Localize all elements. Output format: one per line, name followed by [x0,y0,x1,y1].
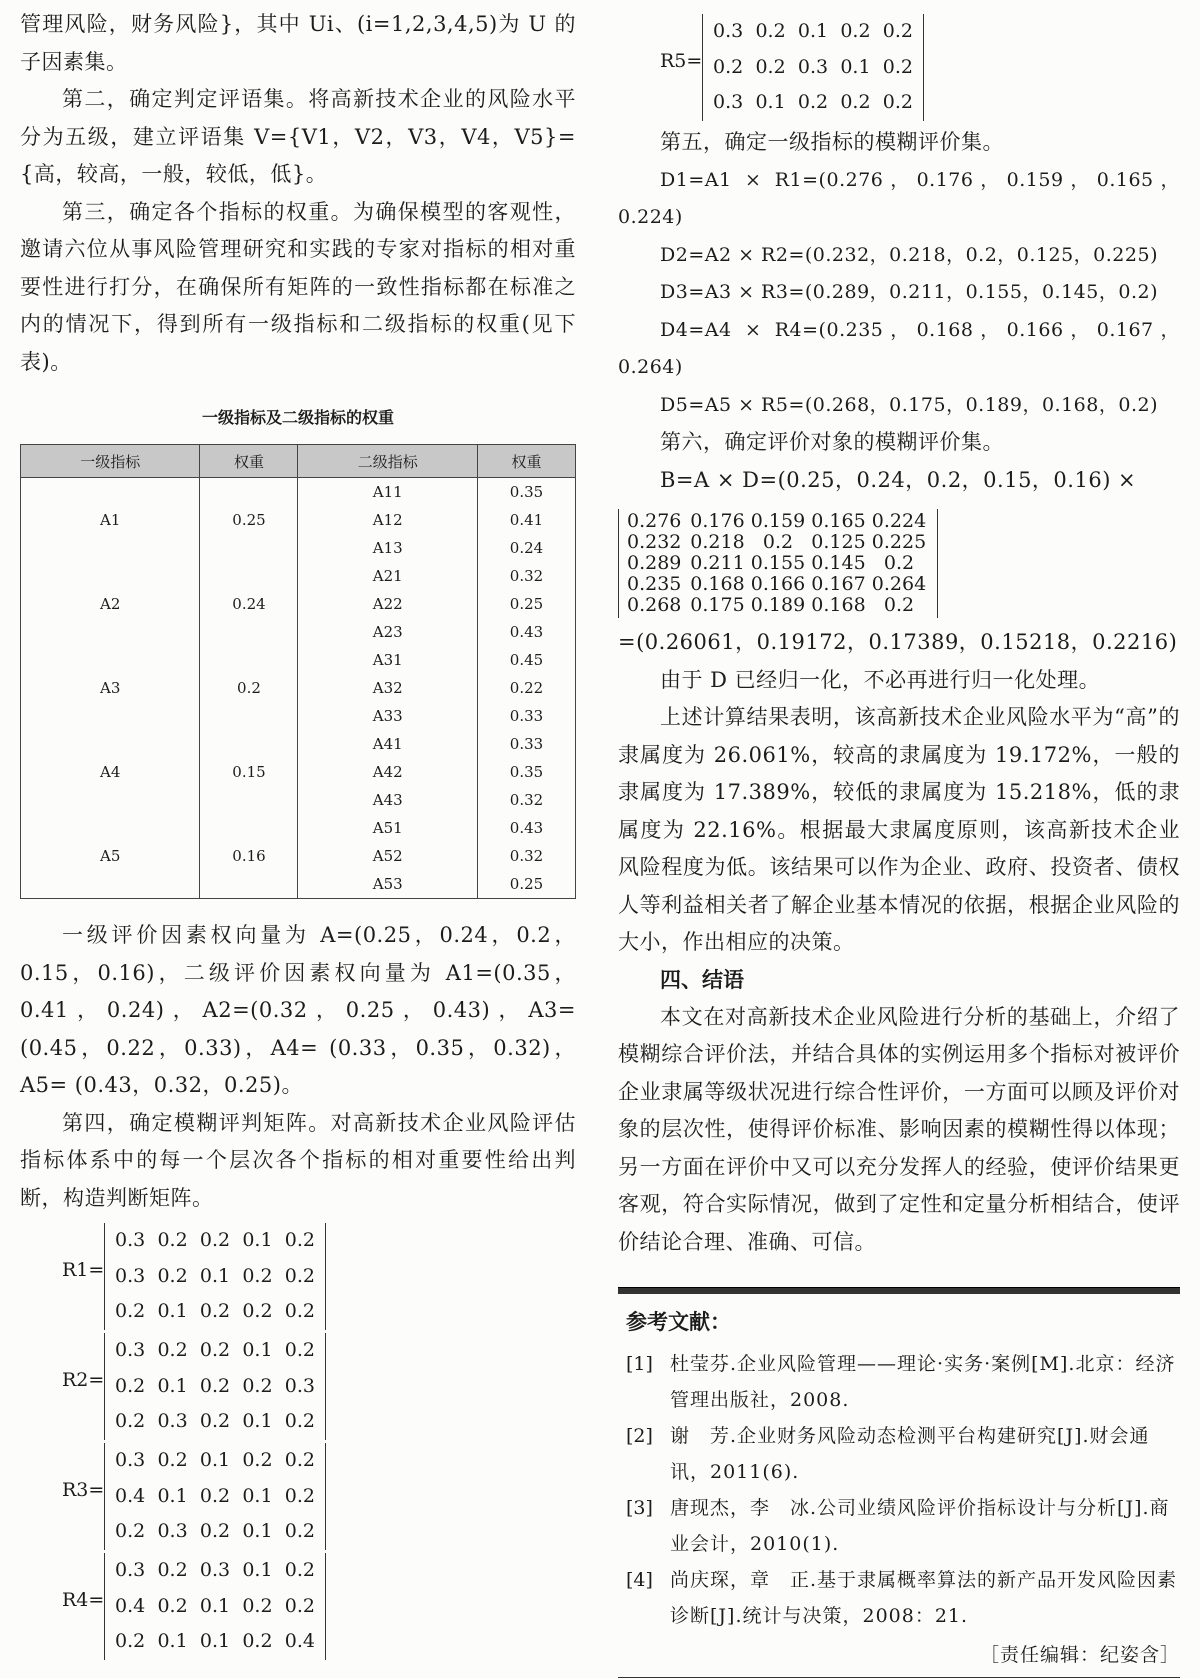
matrix-row [115,1223,315,1259]
level2-weight-cell: 0.32 [477,562,575,590]
big-matrix-row [627,574,929,595]
level2-weight-cell: 0.32 [477,842,575,870]
weights-table [20,444,576,899]
big-matrix-row [627,595,929,616]
b-formula-line: B=A × D=(0.25，0.24，0.2，0.15，0.16) × [660,467,1137,492]
header-weight1: 权重 [200,445,298,478]
matrix-cell: 0.3 [115,1559,146,1581]
r5-matrix-holder [618,14,1180,120]
reference-text: 尚庆琛，章 正.基于隶属概率算法的新产品开发风险因素诊断[J].统计与决策，2008：21. [670,1569,1178,1627]
level1-cell: A2 [21,562,200,646]
header-weight2: 权重 [477,445,575,478]
matrix-block [60,1553,576,1659]
matrix-cell: 0.2 [284,1264,315,1287]
matrix-cell: 0.2 [284,1339,315,1361]
matrix-cell: 0.1 [755,91,786,113]
matrix-cell: 0.2 [199,1520,231,1542]
big-matrix-cell: 0.276 [627,510,682,532]
matrix-cell: 0.2 [882,91,913,113]
matrix-cell: 0.3 [115,1264,146,1287]
level2-weight-cell: 0.41 [477,506,575,534]
level2-cell: A13 [298,534,477,562]
level1-cell: A1 [21,478,200,563]
matrix-cell: 0.2 [199,1484,231,1507]
level1-cell: A4 [21,730,200,814]
level2-cell: A23 [298,618,477,646]
step5-paragraph: 第五，确定一级指标的模糊评价集。 [660,130,1004,154]
big-matrix-cell: 0.176 [690,510,745,532]
matrix-cell: 0.2 [115,1520,146,1542]
level2-weight-cell: 0.45 [477,646,575,674]
level1-weight-cell: 0.16 [200,814,298,899]
level2-cell: A41 [298,730,477,758]
references-list [618,1346,1180,1634]
level2-weight-cell: 0.25 [477,590,575,618]
big-matrix-cell: 0.125 [811,531,866,553]
reference-item [626,1418,1180,1490]
table-row [21,814,576,842]
table-header-row [21,445,576,478]
matrix-row [713,50,913,86]
matrix-label: R3= [62,1479,105,1501]
reference-text: 唐现杰，李 冰.公司业绩风险评价指标设计与分析[J].商业会计，2010(1). [670,1497,1170,1555]
matrix-cell: 0.2 [284,1594,315,1617]
references-divider [618,1287,1180,1294]
big-matrix-row [627,511,929,532]
matrix-cell: 0.1 [157,1484,188,1507]
level2-weight-cell: 0.32 [477,786,575,814]
d-formula-lines [618,162,1180,425]
level2-weight-cell: 0.43 [477,618,575,646]
d-formula: D5=A5 × R5=(0.268，0.175，0.189，0.168，0.2) [660,393,1158,416]
table-row [21,730,576,758]
matrix-cell: 0.2 [115,1374,146,1397]
matrix-cell: 0.3 [199,1559,231,1581]
matrix-row [115,1369,315,1405]
reference-number: [1] [626,1353,653,1375]
level2-cell: A22 [298,590,477,618]
matrix-cell: 0.1 [157,1300,188,1322]
matrix-brackets [104,1223,326,1330]
reference-text: 谢 芳.企业财务风险动态检测平台构建研究[J].财会通讯，2011(6). [670,1425,1150,1483]
matrix-cell: 0.2 [157,1229,188,1251]
big-matrix-cell: 0.168 [690,573,745,595]
matrix-cell: 0.2 [242,1630,273,1652]
judgment-matrices [20,1223,576,1659]
matrix-cell: 0.2 [157,1264,188,1287]
result-line: =(0.26061，0.19172，0.17389，0.15218，0.2216) [618,630,1178,654]
matrix-brackets [104,1333,326,1440]
big-matrix-cell: 0.175 [690,594,745,616]
matrix-cell: 0.1 [242,1520,273,1542]
level2-weight-cell: 0.24 [477,534,575,562]
level2-cell: A42 [298,758,477,786]
level2-weight-cell: 0.25 [477,870,575,899]
step4-paragraph: 第四，确定模糊评判矩阵。对高新技术企业风险评估指标体系中的每一个层次各个指标的相对重要性给出判断，构造判断矩阵。 [20,1110,576,1210]
matrix-block [60,1333,576,1439]
reference-number: [2] [626,1425,653,1447]
summary-paragraph: 本文在对高新技术企业风险进行分析的基础上，介绍了模糊综合评价法，并结合具体的实例运用多个指标对被评价企业隶属等级状况进行综合性评价，一方面可以顾及评价对象的层次性，使得评价标准、影响因素的模糊性得以体现；另一方面在评价中又可以充分发挥人的经验，使评价结果更客观，符合实际情况，做到了定性和定量分析相结合，使评价结论合理、准确、可信。 [618,1004,1180,1254]
matrix-cell: 0.1 [840,55,871,78]
matrix-brackets [104,1553,326,1660]
table-row [21,562,576,590]
big-matrix-cell: 0.155 [750,552,806,574]
matrix-block [658,14,1180,120]
level2-cell: A53 [298,870,477,899]
matrix-row [115,1404,315,1440]
matrix-cell: 0.1 [242,1229,273,1251]
left-column [20,0,576,1663]
level2-cell: A31 [298,646,477,674]
matrix-row [115,1589,315,1625]
matrix-cell: 0.2 [199,1374,231,1397]
matrix-cell: 0.2 [115,1410,146,1432]
matrix-cell: 0.3 [713,20,744,42]
matrix-cell: 0.2 [115,1630,146,1652]
level2-cell: A21 [298,562,477,590]
matrix-cell: 0.2 [755,55,786,78]
big-matrix-cell: 0.168 [811,594,866,616]
matrix-cell: 0.1 [242,1410,273,1432]
level1-weight-cell: 0.15 [200,730,298,814]
header-level2: 二级指标 [298,445,477,478]
level1-weight-cell: 0.25 [200,478,298,563]
matrix-cell: 0.3 [115,1449,146,1471]
matrix-row [115,1443,315,1479]
matrix-cell: 0.3 [115,1229,146,1251]
matrix-cell: 0.1 [797,20,829,42]
matrix-cell: 0.2 [882,20,913,42]
step2-paragraph: 第二，确定判定评语集。将高新技术企业的风险水平分为五级，建立评语集 V={V1，V2，V3，V4，V5}={高，较高，一般，较低，低}。 [20,87,576,186]
level2-weight-cell: 0.35 [477,478,575,507]
big-matrix-cell: 0.165 [811,510,866,532]
matrix-cell: 0.2 [284,1559,315,1581]
matrix-cell: 0.1 [199,1594,231,1617]
matrix-row [115,1479,315,1515]
matrix-cell: 0.3 [157,1410,188,1432]
reference-item [626,1346,1180,1418]
matrix-cell: 0.1 [242,1559,273,1581]
step3-paragraph: 第三，确定各个指标的权重。为确保模型的客观性，邀请六位从事风险管理研究和实践的专家对指标的相对重要性进行打分，在确保所有矩阵的一致性指标都在标准之内的情况下，得到所有一级指标和二级指标的权重(见下表)。 [20,199,576,374]
matrix-cell: 0.2 [284,1449,315,1471]
big-matrix-cell: 0.145 [811,552,866,574]
level1-weight-cell: 0.24 [200,562,298,646]
level2-weight-cell: 0.22 [477,674,575,702]
matrix-cell: 0.3 [284,1374,315,1397]
weight-vector-paragraph: 一级评价因素权向量为 A=(0.25，0.24，0.2，0.15，0.16)，二级评价因素权向量为 A1=(0.35，0.41，0.24)，A2=(0.32，0.25，0.43)，A3= (0.45，0.22，0.33)，A4= (0.33，0.35，0.32)，A5= (0.43，0.32，0.25)。 [20,923,576,1097]
matrix-cell: 0.2 [284,1300,315,1322]
matrix-cell: 0.3 [713,91,744,113]
big-matrix-cell: 0.167 [811,573,866,595]
matrix-cell: 0.2 [242,1374,273,1397]
section4-title: 四、结语 [660,967,744,992]
matrix-cell: 0.2 [199,1410,231,1432]
big-matrix-cell: 0.189 [750,594,806,616]
matrix-brackets [104,1443,326,1550]
editor-note: ［责任编辑：纪姿含］ [979,1644,1180,1666]
header-level1: 一级指标 [21,445,200,478]
matrix-cell: 0.2 [242,1264,273,1287]
big-matrix-row [627,553,929,574]
big-matrix-cell: 0.166 [750,573,806,595]
matrix-cell: 0.2 [284,1484,315,1507]
matrix-cell: 0.2 [713,55,744,78]
big-matrix-cell: 0.224 [871,510,927,532]
matrix-row [115,1294,315,1330]
matrix-cell: 0.2 [157,1449,188,1471]
level2-cell: A33 [298,702,477,730]
big-matrix-cell: 0.289 [627,552,682,574]
big-matrix-cell: 0.2 [883,552,915,574]
big-matrix-cell: 0.159 [750,510,806,532]
matrix-cell: 0.2 [242,1300,273,1322]
level1-cell: A5 [21,814,200,899]
level2-cell: A43 [298,786,477,814]
reference-text: 杜莹芬.企业风险管理——理论·实务·案例[M].北京：经济管理出版社，2008. [670,1353,1176,1411]
matrix-cell: 0.3 [797,55,829,78]
level2-cell: A11 [298,478,477,507]
matrix-cell: 0.2 [157,1594,188,1617]
d-formula: D3=A3 × R3=(0.289，0.211，0.155，0.145，0.2) [660,281,1158,303]
matrix-cell: 0.2 [157,1339,188,1361]
matrix-cell: 0.1 [157,1630,188,1652]
reference-item [626,1490,1180,1562]
level2-weight-cell: 0.35 [477,758,575,786]
reference-item [626,1562,1180,1634]
matrix-label: R2= [62,1369,105,1391]
level1-cell: A3 [21,646,200,730]
matrix-cell: 0.2 [242,1594,273,1617]
normalization-paragraph: 由于 D 已经归一化，不必再进行归一化处理。 [660,667,1101,692]
table-body [21,478,576,899]
matrix-cell: 0.2 [882,55,913,78]
matrix-cell: 0.2 [199,1300,231,1322]
matrix-label: R1= [62,1259,105,1281]
big-matrix-cell: 0.225 [871,531,927,553]
level2-cell: A51 [298,814,477,842]
level2-cell: A32 [298,674,477,702]
level2-weight-cell: 0.43 [477,814,575,842]
big-matrix-cell: 0.2 [883,594,915,616]
matrix-cell: 0.2 [199,1229,231,1251]
matrix-row [115,1553,315,1589]
matrix-label: R4= [62,1589,105,1611]
matrix-brackets [702,14,924,121]
intro-paragraph: 管理风险，财务风险}，其中 Ui、(i=1,2,3,4,5)为 U 的子因素集。 [20,12,576,74]
level2-cell: A52 [298,842,477,870]
matrix-cell: 0.2 [284,1229,315,1251]
matrix-cell: 0.4 [115,1484,146,1507]
matrix-cell: 0.1 [199,1264,231,1287]
matrix-row [115,1333,315,1369]
big-matrix-row [627,532,929,553]
matrix-cell: 0.2 [755,20,786,42]
d-formula: D4=A4 × R4=(0.235，0.168，0.166，0.167，0.264) [618,318,1180,378]
matrix-cell: 0.1 [157,1374,188,1397]
matrix-cell: 0.1 [199,1449,231,1471]
matrix-block [60,1223,576,1329]
references-title: 参考文献： [626,1310,731,1334]
reference-number: [4] [626,1569,653,1591]
level2-weight-cell: 0.33 [477,730,575,758]
matrix-cell: 0.2 [797,91,829,113]
matrix-cell: 0.3 [115,1339,146,1361]
matrix-cell: 0.1 [242,1339,273,1361]
reference-number: [3] [626,1497,653,1519]
table-row [21,478,576,507]
matrix-row [115,1624,315,1660]
matrix-row [115,1514,315,1550]
evaluation-matrix [618,509,938,618]
matrix-row [713,14,913,50]
conclusion-paragraph: 上述计算结果表明，该高新技术企业风险水平为“高”的隶属度为 26.061%，较高的隶属度为 19.172%，一般的隶属度为 17.389%，较低的隶属度为 15.218%，低的隶属度为 22.16%。根据最大隶属度原则，该高新技术企业风险程度为低。该结果可以作为企业、政府、投资者、债权人等利益相关者了解企业基本情况的依据，根据企业风险的大小，作出相应的决策。 [618,705,1180,954]
matrix-cell: 0.3 [157,1520,188,1542]
matrix-cell: 0.2 [284,1520,315,1542]
big-matrix-cell: 0.232 [627,531,682,553]
level2-cell: A12 [298,506,477,534]
table-title: 一级指标及二级指标的权重 [201,408,394,427]
d-formula: D2=A2 × R2=(0.232，0.218，0.2，0.125，0.225) [660,243,1158,266]
big-matrix-cell: 0.218 [690,531,745,553]
matrix-cell: 0.1 [242,1484,273,1507]
big-matrix-cell: 0.268 [627,594,682,616]
d-formula: D1=A1 × R1=(0.276，0.176，0.159，0.165，0.224) [618,168,1180,228]
matrix-cell: 0.2 [840,91,871,113]
level1-weight-cell: 0.2 [200,646,298,730]
matrix-cell: 0.2 [115,1300,146,1322]
matrix-cell: 0.1 [199,1630,231,1652]
matrix-cell: 0.2 [199,1339,231,1361]
matrix-label: R5= [660,50,703,72]
big-matrix-cell: 0.211 [690,552,745,574]
table-row [21,646,576,674]
matrix-cell: 0.2 [284,1410,315,1432]
level2-weight-cell: 0.33 [477,702,575,730]
matrix-cell: 0.2 [157,1559,188,1581]
big-matrix-cell: 0.2 [762,531,794,553]
matrix-row [713,85,913,121]
big-matrix-cell: 0.235 [627,573,682,595]
matrix-cell: 0.2 [840,20,871,42]
big-matrix-cell: 0.264 [871,573,927,595]
right-column [618,0,1180,1678]
matrix-cell: 0.4 [284,1630,315,1652]
matrix-block [60,1443,576,1549]
matrix-cell: 0.2 [242,1449,273,1471]
matrix-cell: 0.4 [115,1594,146,1617]
matrix-row [115,1259,315,1295]
step6-paragraph: 第六，确定评价对象的模糊评价集。 [660,430,1004,454]
